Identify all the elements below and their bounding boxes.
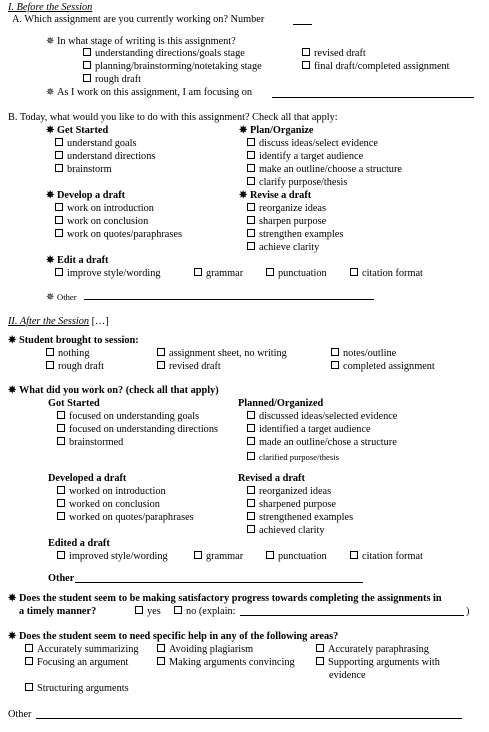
checkbox-icon[interactable] <box>247 216 255 224</box>
after-session-heading: II. After the Session […] <box>8 316 109 327</box>
checkbox-icon[interactable] <box>25 657 33 665</box>
developed-option[interactable]: worked on introduction <box>57 486 166 498</box>
edited-option[interactable]: punctuation <box>266 551 327 563</box>
star-bullet-icon: ✵ <box>46 292 55 303</box>
edited-option[interactable]: improved style/wording <box>57 551 168 563</box>
checkbox-icon[interactable] <box>247 164 255 172</box>
question-a: A. Which assignment are you currently working on? Number <box>12 14 265 25</box>
checkbox-icon[interactable] <box>57 424 65 432</box>
checkbox-icon[interactable] <box>55 216 63 224</box>
get-started-title: ✵ Get Started <box>46 125 109 136</box>
help-option[interactable]: Avoiding plagiarism <box>157 644 253 656</box>
star-bullet-icon: ✵ <box>46 255 55 266</box>
checkbox-icon[interactable] <box>55 138 63 146</box>
revised-option[interactable]: achieved clarity <box>247 525 324 537</box>
stage-question: ✵ In what stage of writing is this assignment? <box>46 36 236 47</box>
help-option[interactable]: Making arguments convincing <box>157 657 295 669</box>
checkbox-icon[interactable] <box>247 452 255 460</box>
checkbox-icon[interactable] <box>194 268 202 276</box>
assignment-number-field[interactable] <box>293 24 312 25</box>
checkbox-icon[interactable] <box>247 203 255 211</box>
checkbox-icon[interactable] <box>57 499 65 507</box>
brought-option[interactable]: rough draft <box>46 361 104 373</box>
worked-question: ✵ What did you work on? (check all that apply) <box>8 385 219 396</box>
before-other-field[interactable] <box>84 299 374 300</box>
final-other-field[interactable] <box>36 718 462 719</box>
edited-option[interactable]: grammar <box>194 551 243 563</box>
revised-option[interactable]: sharpened purpose <box>247 499 336 511</box>
got-started-title: Got Started <box>48 398 100 409</box>
checkbox-icon[interactable] <box>302 61 310 69</box>
help-option[interactable]: Accurately paraphrasing <box>316 644 429 656</box>
developed-title: Developed a draft <box>48 473 127 484</box>
help-option[interactable]: Accurately summarizing <box>25 644 139 656</box>
checkbox-icon[interactable] <box>247 499 255 507</box>
plan-option[interactable]: make an outline/choose a structure <box>247 164 402 176</box>
checkbox-icon[interactable] <box>350 268 358 276</box>
stage-option[interactable]: final draft/completed assignment <box>302 61 450 73</box>
planned-option[interactable]: discussed ideas/selected evidence <box>247 411 397 423</box>
develop-option[interactable]: work on quotes/paraphrases <box>55 229 182 241</box>
revise-option[interactable]: sharpen purpose <box>247 216 326 228</box>
checkbox-icon[interactable] <box>194 551 202 559</box>
checkbox-icon[interactable] <box>83 48 91 56</box>
edit-title: ✵ Edit a draft <box>46 255 109 266</box>
question-b: B. Today, what would you like to do with this assignment? Check all that apply: <box>8 112 338 123</box>
star-bullet-icon: ✵ <box>46 125 55 136</box>
star-bullet-icon: ✵ <box>46 190 55 201</box>
edit-option[interactable]: citation format <box>350 268 423 280</box>
stage-option[interactable]: understanding directions/goals stage <box>83 48 245 60</box>
stage-option[interactable]: rough draft <box>83 74 141 86</box>
got-started-option[interactable]: brainstormed <box>57 437 123 449</box>
checkbox-icon[interactable] <box>247 411 255 419</box>
checkbox-icon[interactable] <box>247 424 255 432</box>
checkbox-icon[interactable] <box>247 229 255 237</box>
brought-option[interactable]: completed assignment <box>331 361 435 373</box>
checkbox-icon[interactable] <box>266 551 274 559</box>
star-bullet-icon: ✵ <box>8 385 17 396</box>
checkbox-icon[interactable] <box>247 151 255 159</box>
checkbox-icon[interactable] <box>57 512 65 520</box>
planned-option[interactable]: clarified purpose/thesis <box>247 451 339 463</box>
progress-question-cont: a timely manner? <box>19 606 97 617</box>
plan-option[interactable]: identify a target audience <box>247 151 363 163</box>
checkbox-icon[interactable] <box>55 203 63 211</box>
revised-title: Revised a draft <box>238 473 305 484</box>
checkbox-icon[interactable] <box>331 361 339 369</box>
revise-option[interactable]: reorganize ideas <box>247 203 326 215</box>
planned-option[interactable]: made an outline/chose a structure <box>247 437 397 449</box>
brought-option[interactable]: revised draft <box>157 361 221 373</box>
checkbox-icon[interactable] <box>157 348 165 356</box>
checkbox-icon[interactable] <box>247 525 255 533</box>
edited-title: Edited a draft <box>48 538 110 549</box>
help-question: ✵ Does the student seem to need specific help in any of the following areas? <box>8 631 339 642</box>
revise-option[interactable]: achieve clarity <box>247 242 319 254</box>
after-other-field[interactable] <box>75 582 363 583</box>
develop-option[interactable]: work on introduction <box>55 203 154 215</box>
focus-field[interactable] <box>272 97 474 98</box>
edited-option[interactable]: citation format <box>350 551 423 563</box>
edit-option[interactable]: improve style/wording <box>55 268 161 280</box>
plan-option[interactable]: discuss ideas/select evidence <box>247 138 378 150</box>
get-started-option[interactable]: understand directions <box>55 151 155 163</box>
checkbox-icon[interactable] <box>55 151 63 159</box>
checkbox-icon[interactable] <box>331 348 339 356</box>
checkbox-icon[interactable] <box>55 268 63 276</box>
checkbox-icon[interactable] <box>157 657 165 665</box>
checkbox-icon[interactable] <box>135 606 143 614</box>
checkbox-icon[interactable] <box>57 437 65 445</box>
no-option[interactable]: no (explain: <box>174 606 235 618</box>
final-other-label: Other <box>8 709 32 720</box>
star-bullet-icon: ✵ <box>46 87 55 98</box>
checkbox-icon[interactable] <box>247 486 255 494</box>
checkbox-icon[interactable] <box>46 348 54 356</box>
star-bullet-icon: ✵ <box>46 36 55 47</box>
focus-question: ✵ As I work on this assignment, I am focusing on <box>46 87 253 98</box>
checkbox-icon[interactable] <box>46 361 54 369</box>
get-started-option[interactable]: understand goals <box>55 138 137 150</box>
checkbox-icon[interactable] <box>25 644 33 652</box>
brought-question: ✵ Student brought to session: <box>8 335 139 346</box>
help-option[interactable]: Supporting arguments with <box>316 657 440 669</box>
edit-option[interactable]: punctuation <box>266 268 327 280</box>
checkbox-icon[interactable] <box>266 268 274 276</box>
got-started-option[interactable]: focused on understanding goals <box>57 411 199 423</box>
get-started-option[interactable]: brainstorm <box>55 164 112 176</box>
plan-option[interactable]: clarify purpose/thesis <box>247 177 347 189</box>
revise-option[interactable]: strengthen examples <box>247 229 343 241</box>
star-bullet-icon: ✵ <box>8 631 17 642</box>
after-other-label: Other <box>48 573 75 584</box>
star-bullet-icon: ✵ <box>239 125 248 136</box>
develop-option[interactable]: work on conclusion <box>55 216 148 228</box>
revised-option[interactable]: reorganized ideas <box>247 486 331 498</box>
developed-option[interactable]: worked on quotes/paraphrases <box>57 512 194 524</box>
checkbox-icon[interactable] <box>157 644 165 652</box>
checkbox-icon[interactable] <box>55 229 63 237</box>
help-option-cont: evidence <box>329 670 366 681</box>
checkbox-icon[interactable] <box>57 486 65 494</box>
checkbox-icon[interactable] <box>57 411 65 419</box>
checkbox-icon[interactable] <box>157 361 165 369</box>
progress-question: ✵ Does the student seem to be making satisfactory progress towards completing the assignments in <box>8 593 442 604</box>
brought-option[interactable]: nothing <box>46 348 89 360</box>
brought-option[interactable]: assignment sheet, no writing <box>157 348 287 360</box>
star-bullet-icon: ✵ <box>8 335 17 346</box>
checkbox-icon[interactable] <box>83 74 91 82</box>
revised-option[interactable]: strengthened examples <box>247 512 353 524</box>
help-option[interactable]: Structuring arguments <box>25 683 129 695</box>
checkbox-icon[interactable] <box>316 657 324 665</box>
checkbox-icon[interactable] <box>316 644 324 652</box>
explain-field[interactable] <box>240 615 464 616</box>
checkbox-icon[interactable] <box>350 551 358 559</box>
checkbox-icon[interactable] <box>55 164 63 172</box>
star-bullet-icon: ✵ <box>8 593 17 604</box>
planned-title: Planned/Organized <box>238 398 324 409</box>
checkbox-icon[interactable] <box>25 683 33 691</box>
checkbox-icon[interactable] <box>174 606 182 614</box>
help-option[interactable]: Focusing an argument <box>25 657 128 669</box>
got-started-option[interactable]: focused on understanding directions <box>57 424 218 436</box>
checkbox-icon[interactable] <box>247 177 255 185</box>
yes-option[interactable]: yes <box>135 606 161 618</box>
checkbox-icon[interactable] <box>247 242 255 250</box>
star-bullet-icon: ✵ <box>239 190 248 201</box>
stage-option[interactable]: planning/brainstorming/notetaking stage <box>83 61 262 73</box>
checkbox-icon[interactable] <box>247 437 255 445</box>
planned-option[interactable]: identified a target audience <box>247 424 371 436</box>
before-session-heading: I. Before the Session <box>8 2 93 13</box>
checkbox-icon[interactable] <box>57 551 65 559</box>
develop-title: ✵ Develop a draft <box>46 190 126 201</box>
edit-option[interactable]: grammar <box>194 268 243 280</box>
developed-option[interactable]: worked on conclusion <box>57 499 160 511</box>
stage-option[interactable]: revised draft <box>302 48 366 60</box>
checkbox-icon[interactable] <box>83 61 91 69</box>
checkbox-icon[interactable] <box>302 48 310 56</box>
brought-option[interactable]: notes/outline <box>331 348 396 360</box>
close-paren: ) <box>466 606 470 617</box>
plan-title: ✵ Plan/Organize <box>239 125 314 136</box>
revise-title: ✵ Revise a draft <box>239 190 312 201</box>
before-other-label: ✵ Other <box>46 292 77 303</box>
checkbox-icon[interactable] <box>247 512 255 520</box>
checkbox-icon[interactable] <box>247 138 255 146</box>
